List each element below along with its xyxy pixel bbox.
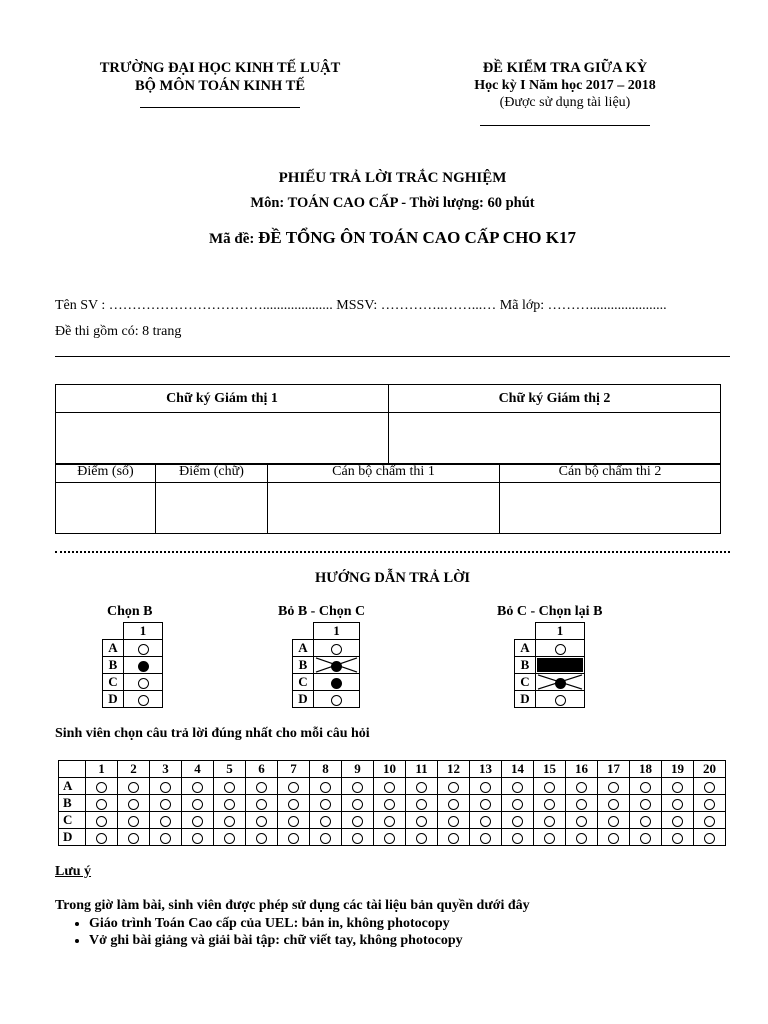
empty-bubble-icon <box>480 833 491 844</box>
score-text-box[interactable] <box>156 483 268 534</box>
answer-bubble[interactable] <box>598 829 630 846</box>
empty-bubble-icon <box>224 782 235 793</box>
exam-code <box>0 228 768 248</box>
option-label: B <box>59 795 86 812</box>
empty-bubble-icon <box>608 816 619 827</box>
empty-bubble-icon <box>672 833 683 844</box>
empty-bubble-icon <box>331 695 342 706</box>
proctor2-header: Chữ ký Giám thị 2 <box>389 385 721 413</box>
answer-bubble[interactable] <box>278 812 310 829</box>
option-label: B <box>515 657 536 674</box>
question-number: 7 <box>278 761 310 778</box>
answer-bubble[interactable] <box>598 795 630 812</box>
question-number: 11 <box>406 761 438 778</box>
filled-bubble-icon <box>138 661 149 672</box>
answer-bubble[interactable] <box>630 778 662 795</box>
example2-caption: Bỏ B - Chọn C <box>278 604 366 619</box>
empty-bubble-icon <box>544 799 555 810</box>
empty-bubble-icon <box>416 816 427 827</box>
answer-bubble[interactable] <box>342 795 374 812</box>
answer-bubble[interactable] <box>246 812 278 829</box>
empty-bubble-icon <box>160 816 171 827</box>
question-number: 10 <box>374 761 406 778</box>
answer-bubble[interactable] <box>150 795 182 812</box>
empty-bubble-icon <box>352 816 363 827</box>
grader1-box[interactable] <box>268 483 500 534</box>
empty-bubble-icon <box>384 782 395 793</box>
answer-bubble[interactable] <box>470 795 502 812</box>
question-number: 5 <box>214 761 246 778</box>
answer-grid <box>58 760 726 846</box>
empty-bubble-icon <box>96 816 107 827</box>
empty-bubble-icon <box>384 833 395 844</box>
answer-bubble[interactable] <box>118 812 150 829</box>
cut-line <box>55 551 730 553</box>
empty-bubble-icon <box>480 799 491 810</box>
empty-bubble-icon <box>224 833 235 844</box>
student-info-line[interactable]: Tên SV : …………………………….................... MSSV: …………..……...… Mã lớp: ………...................... <box>55 298 667 313</box>
empty-bubble-icon <box>224 816 235 827</box>
answer-bubble[interactable] <box>278 829 310 846</box>
header-right-underline <box>480 125 650 126</box>
list-item: • Vở ghi bài giảng và giải bài tập: chữ viết tay, không photocopy <box>89 933 463 949</box>
answer-bubble[interactable] <box>630 795 662 812</box>
cross-out-icon <box>536 674 584 690</box>
example3-table <box>514 622 585 708</box>
empty-bubble-icon <box>288 782 299 793</box>
question-number: 4 <box>182 761 214 778</box>
empty-bubble-icon <box>138 695 149 706</box>
answer-bubble[interactable] <box>630 829 662 846</box>
option-label: B <box>103 657 124 674</box>
answer-bubble[interactable] <box>694 812 726 829</box>
answer-bubble[interactable] <box>470 829 502 846</box>
score-number-box[interactable] <box>56 483 156 534</box>
answer-bubble[interactable] <box>342 829 374 846</box>
empty-bubble-icon <box>704 833 715 844</box>
empty-bubble-icon <box>416 833 427 844</box>
empty-bubble-icon <box>448 799 459 810</box>
answer-bubble[interactable] <box>694 829 726 846</box>
grading-table <box>55 463 721 534</box>
option-label: D <box>293 691 314 708</box>
blackened-cell-icon <box>537 658 583 672</box>
option-label: A <box>515 640 536 657</box>
empty-bubble-icon <box>320 782 331 793</box>
answer-bubble[interactable] <box>182 778 214 795</box>
answer-bubble[interactable] <box>502 829 534 846</box>
empty-bubble-icon <box>608 799 619 810</box>
empty-bubble-icon <box>576 799 587 810</box>
option-label: B <box>293 657 314 674</box>
empty-bubble-icon <box>256 782 267 793</box>
answer-bubble[interactable] <box>86 829 118 846</box>
answer-bubble[interactable] <box>374 829 406 846</box>
empty-bubble-icon <box>320 816 331 827</box>
answer-bubble[interactable] <box>502 778 534 795</box>
semester: Học kỳ I Năm học 2017 – 2018 <box>474 78 656 93</box>
empty-bubble-icon <box>320 833 331 844</box>
proctor1-signature-box[interactable] <box>56 413 389 465</box>
empty-bubble-icon <box>320 799 331 810</box>
empty-bubble-icon <box>640 799 651 810</box>
answer-bubble[interactable] <box>342 778 374 795</box>
empty-bubble-icon <box>544 816 555 827</box>
proctor1-header: Chữ ký Giám thị 1 <box>56 385 389 413</box>
answer-bubble[interactable] <box>374 778 406 795</box>
empty-bubble-icon <box>416 782 427 793</box>
empty-bubble-icon <box>448 816 459 827</box>
empty-bubble-icon <box>352 782 363 793</box>
empty-bubble-icon <box>384 816 395 827</box>
empty-bubble-icon <box>555 695 566 706</box>
question-number: 13 <box>470 761 502 778</box>
answer-bubble[interactable] <box>406 829 438 846</box>
empty-bubble-icon <box>192 799 203 810</box>
option-label: D <box>515 691 536 708</box>
page-count: Đề thi gồm có: 8 trang <box>55 324 182 339</box>
example3-column-label: 1 <box>536 623 585 640</box>
answer-bubble[interactable] <box>438 795 470 812</box>
option-label: A <box>293 640 314 657</box>
empty-bubble-icon <box>640 833 651 844</box>
answer-bubble[interactable] <box>246 778 278 795</box>
option-label: A <box>59 778 86 795</box>
answer-bubble[interactable] <box>118 778 150 795</box>
empty-bubble-icon <box>384 799 395 810</box>
empty-bubble-icon <box>96 782 107 793</box>
question-number: 6 <box>246 761 278 778</box>
empty-bubble-icon <box>704 782 715 793</box>
question-number: 12 <box>438 761 470 778</box>
student-info-divider <box>55 356 730 357</box>
empty-bubble-icon <box>704 816 715 827</box>
page-title: PHIẾU TRẢ LỜI TRẮC NGHIỆM <box>278 170 507 186</box>
exam-code-value: ĐỀ TỔNG ÔN TOÁN CAO CẤP CHO K17 <box>258 228 576 247</box>
guide-title: HƯỚNG DẪN TRẢ LỜI <box>314 570 471 586</box>
question-number: 8 <box>310 761 342 778</box>
option-label: D <box>103 691 124 708</box>
grader2-header: Cán bộ chấm thi 2 <box>500 464 721 483</box>
question-number: 16 <box>566 761 598 778</box>
answer-bubble[interactable] <box>246 795 278 812</box>
empty-bubble-icon <box>608 833 619 844</box>
question-number: 14 <box>502 761 534 778</box>
question-number: 18 <box>630 761 662 778</box>
answer-bubble[interactable] <box>534 829 566 846</box>
answer-bubble[interactable] <box>406 778 438 795</box>
answer-bubble[interactable] <box>534 778 566 795</box>
option-label: D <box>59 829 86 846</box>
answer-bubble[interactable] <box>310 829 342 846</box>
answer-bubble[interactable] <box>374 812 406 829</box>
empty-bubble-icon <box>138 644 149 655</box>
notes-heading: Lưu ý <box>55 864 92 879</box>
empty-bubble-icon <box>480 816 491 827</box>
answer-bubble[interactable] <box>150 812 182 829</box>
empty-bubble-icon <box>288 799 299 810</box>
notes-list <box>69 915 463 950</box>
empty-bubble-icon <box>192 816 203 827</box>
empty-bubble-icon <box>672 816 683 827</box>
empty-bubble-icon <box>704 799 715 810</box>
empty-bubble-icon <box>555 644 566 655</box>
empty-bubble-icon <box>288 816 299 827</box>
empty-bubble-icon <box>192 782 203 793</box>
answer-bubble[interactable] <box>182 812 214 829</box>
answer-bubble[interactable] <box>662 812 694 829</box>
answer-bubble[interactable] <box>566 778 598 795</box>
empty-bubble-icon <box>128 799 139 810</box>
question-number: 2 <box>118 761 150 778</box>
answer-bubble[interactable] <box>502 795 534 812</box>
answer-bubble[interactable] <box>118 795 150 812</box>
empty-bubble-icon <box>512 816 523 827</box>
example1-table <box>102 622 163 708</box>
grader1-header: Cán bộ chấm thi 1 <box>268 464 500 483</box>
empty-bubble-icon <box>256 799 267 810</box>
filled-bubble-icon <box>331 678 342 689</box>
question-number: 1 <box>86 761 118 778</box>
answer-bubble[interactable] <box>470 812 502 829</box>
empty-bubble-icon <box>128 816 139 827</box>
materials-allowed: (Được sử dụng tài liệu) <box>499 95 631 110</box>
empty-bubble-icon <box>672 782 683 793</box>
answer-bubble[interactable] <box>502 812 534 829</box>
empty-bubble-icon <box>480 782 491 793</box>
example2-table <box>292 622 360 708</box>
question-number: 19 <box>662 761 694 778</box>
answer-bubble[interactable] <box>214 778 246 795</box>
answer-bubble[interactable] <box>662 829 694 846</box>
empty-bubble-icon <box>96 833 107 844</box>
empty-bubble-icon <box>640 816 651 827</box>
empty-bubble-icon <box>512 782 523 793</box>
empty-bubble-icon <box>192 833 203 844</box>
option-label: C <box>515 674 536 691</box>
answer-bubble[interactable] <box>662 795 694 812</box>
answer-bubble[interactable] <box>310 795 342 812</box>
empty-bubble-icon <box>288 833 299 844</box>
answer-bubble[interactable] <box>310 778 342 795</box>
empty-bubble-icon <box>576 782 587 793</box>
exam-type: ĐỀ KIỂM TRA GIỮA KỲ <box>482 60 648 76</box>
answer-bubble[interactable] <box>534 812 566 829</box>
empty-bubble-icon <box>331 644 342 655</box>
empty-bubble-icon <box>128 782 139 793</box>
department-name: BỘ MÔN TOÁN KINH TẾ <box>134 78 305 94</box>
answer-bubble[interactable] <box>566 812 598 829</box>
notes-intro: Trong giờ làm bài, sinh viên được phép sử dụng các tài liệu bản quyền dưới đây <box>55 898 530 913</box>
empty-bubble-icon <box>138 678 149 689</box>
proctor-signature-table <box>55 384 721 465</box>
example1-column-label: 1 <box>124 623 163 640</box>
empty-bubble-icon <box>96 799 107 810</box>
empty-bubble-icon <box>544 782 555 793</box>
proctor2-signature-box[interactable] <box>389 413 721 465</box>
question-number: 17 <box>598 761 630 778</box>
answer-bubble[interactable] <box>214 795 246 812</box>
answer-bubble[interactable] <box>438 778 470 795</box>
answer-bubble[interactable] <box>214 812 246 829</box>
grader2-box[interactable] <box>500 483 721 534</box>
cross-out-icon <box>314 657 359 673</box>
answer-bubble[interactable] <box>182 829 214 846</box>
answer-bubble[interactable] <box>566 795 598 812</box>
empty-bubble-icon <box>160 799 171 810</box>
answer-bubble[interactable] <box>566 829 598 846</box>
answer-bubble[interactable] <box>374 795 406 812</box>
example3-caption: Bỏ C - Chọn lại B <box>497 604 603 619</box>
empty-bubble-icon <box>352 833 363 844</box>
answer-bubble[interactable] <box>342 812 374 829</box>
empty-bubble-icon <box>640 782 651 793</box>
answer-bubble[interactable] <box>86 778 118 795</box>
answer-bubble[interactable] <box>310 812 342 829</box>
answer-bubble[interactable] <box>182 795 214 812</box>
empty-bubble-icon <box>416 799 427 810</box>
empty-bubble-icon <box>256 816 267 827</box>
header-left-underline <box>140 107 300 108</box>
empty-bubble-icon <box>512 799 523 810</box>
answer-bubble[interactable] <box>406 812 438 829</box>
answer-bubble[interactable] <box>438 812 470 829</box>
question-number: 20 <box>694 761 726 778</box>
empty-bubble-icon <box>672 799 683 810</box>
empty-bubble-icon <box>576 816 587 827</box>
answer-bubble[interactable] <box>150 829 182 846</box>
answer-bubble[interactable] <box>534 795 566 812</box>
empty-bubble-icon <box>160 833 171 844</box>
empty-bubble-icon <box>160 782 171 793</box>
exam-code-label: Mã đề: <box>208 231 259 247</box>
answer-bubble[interactable] <box>246 829 278 846</box>
empty-bubble-icon <box>256 833 267 844</box>
answer-bubble[interactable] <box>278 795 310 812</box>
answer-bubble[interactable] <box>278 778 310 795</box>
university-name: TRƯỜNG ĐẠI HỌC KINH TẾ LUẬT <box>99 60 341 76</box>
question-number: 3 <box>150 761 182 778</box>
answer-bubble[interactable] <box>470 778 502 795</box>
subject-line: Môn: TOÁN CAO CẤP - Thời lượng: 60 phút <box>250 195 535 211</box>
option-label: C <box>293 674 314 691</box>
empty-bubble-icon <box>576 833 587 844</box>
empty-bubble-icon <box>128 833 139 844</box>
question-number: 15 <box>534 761 566 778</box>
answer-bubble[interactable] <box>438 829 470 846</box>
answer-bubble[interactable] <box>214 829 246 846</box>
answer-bubble[interactable] <box>694 795 726 812</box>
empty-bubble-icon <box>608 782 619 793</box>
score-number-header: Điểm (số) <box>56 464 156 483</box>
answer-bubble[interactable] <box>150 778 182 795</box>
empty-bubble-icon <box>224 799 235 810</box>
answer-bubble[interactable] <box>86 795 118 812</box>
option-label: C <box>59 812 86 829</box>
answer-bubble[interactable] <box>598 812 630 829</box>
empty-bubble-icon <box>512 833 523 844</box>
score-text-header: Điểm (chữ) <box>156 464 268 483</box>
instruction-text: Sinh viên chọn câu trả lời đúng nhất cho mỗi câu hỏi <box>55 726 370 741</box>
empty-bubble-icon <box>352 799 363 810</box>
option-label: C <box>103 674 124 691</box>
answer-bubble[interactable] <box>694 778 726 795</box>
answer-bubble[interactable] <box>406 795 438 812</box>
empty-bubble-icon <box>448 782 459 793</box>
answer-bubble[interactable] <box>86 812 118 829</box>
answer-bubble[interactable] <box>598 778 630 795</box>
answer-bubble[interactable] <box>662 778 694 795</box>
question-number: 9 <box>342 761 374 778</box>
answer-bubble[interactable] <box>630 812 662 829</box>
option-label: A <box>103 640 124 657</box>
list-item: • Giáo trình Toán Cao cấp của UEL: bản in, không photocopy <box>89 916 463 932</box>
empty-bubble-icon <box>544 833 555 844</box>
example2-column-label: 1 <box>314 623 360 640</box>
empty-bubble-icon <box>448 833 459 844</box>
answer-bubble[interactable] <box>118 829 150 846</box>
example1-caption: Chọn B <box>107 604 153 619</box>
